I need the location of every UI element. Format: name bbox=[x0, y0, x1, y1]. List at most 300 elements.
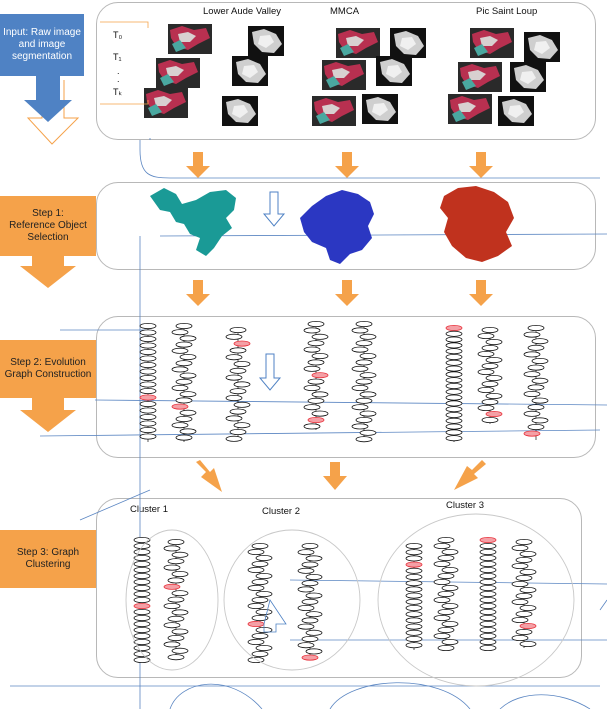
graph-node bbox=[230, 348, 246, 353]
graph-node bbox=[134, 621, 150, 626]
graph-node bbox=[442, 639, 458, 644]
graph-node bbox=[360, 334, 376, 339]
graph-node-highlight bbox=[308, 417, 324, 422]
graph-node-highlight bbox=[248, 621, 264, 626]
graph-node-highlight bbox=[406, 562, 422, 567]
site-label-mmca: MMCA bbox=[330, 6, 360, 17]
graph-node bbox=[442, 603, 458, 608]
input-label-line1: Input: Raw image bbox=[3, 27, 81, 38]
cluster-label-3: Cluster 3 bbox=[446, 500, 485, 511]
graph-node bbox=[528, 325, 544, 330]
graph-node bbox=[180, 373, 196, 378]
graph-node bbox=[252, 651, 268, 656]
graph-node bbox=[180, 410, 196, 415]
graph-node bbox=[434, 543, 450, 548]
time-label-tk: Tₖ bbox=[113, 87, 123, 97]
graph-node bbox=[306, 630, 322, 635]
reference-object-blue bbox=[300, 190, 374, 264]
graph-node bbox=[360, 392, 376, 397]
graph-node bbox=[446, 395, 462, 400]
graph-node bbox=[512, 617, 528, 622]
graph-node bbox=[512, 599, 528, 604]
graph-node bbox=[482, 327, 498, 332]
graph-node bbox=[180, 336, 196, 341]
graph-node bbox=[532, 378, 548, 383]
graph-node bbox=[528, 424, 544, 429]
step2-line2: Graph Construction bbox=[4, 369, 92, 380]
graph-node bbox=[140, 362, 156, 367]
graph-node bbox=[446, 372, 462, 377]
graph-node bbox=[312, 392, 328, 397]
graph-node bbox=[482, 381, 498, 386]
graph-node-highlight bbox=[172, 404, 188, 409]
graph-node bbox=[446, 389, 462, 394]
graph-node bbox=[172, 385, 188, 390]
graph-node bbox=[442, 621, 458, 626]
graph-node bbox=[134, 579, 150, 584]
graph-node bbox=[528, 345, 544, 350]
graph-node bbox=[304, 385, 320, 390]
graph-node bbox=[360, 411, 376, 416]
graph-node bbox=[406, 550, 422, 555]
graph-node bbox=[406, 599, 422, 604]
graph-node-highlight bbox=[446, 325, 462, 330]
graph-node-highlight bbox=[134, 603, 150, 608]
graph-node bbox=[520, 605, 536, 610]
graph-node bbox=[442, 567, 458, 572]
graph-node bbox=[360, 353, 376, 358]
graph-node bbox=[434, 579, 450, 584]
graph-node bbox=[304, 328, 320, 333]
graph-node bbox=[168, 539, 184, 544]
graph-node bbox=[446, 430, 462, 435]
graph-node bbox=[352, 405, 368, 410]
graph-node bbox=[482, 363, 498, 368]
graph-node bbox=[528, 365, 544, 370]
time-label-t0: T₀ bbox=[113, 30, 123, 40]
graph-node bbox=[352, 328, 368, 333]
graph-node bbox=[356, 417, 372, 422]
graph-node bbox=[256, 555, 272, 560]
graph-node bbox=[134, 591, 150, 596]
input-blue-arrow bbox=[24, 76, 72, 122]
graph-node bbox=[176, 361, 192, 366]
graph-node bbox=[256, 591, 272, 596]
graph-node bbox=[406, 605, 422, 610]
graph-node bbox=[226, 355, 242, 360]
graph-node bbox=[306, 556, 322, 561]
graph-node bbox=[406, 543, 422, 548]
graph-node bbox=[140, 401, 156, 406]
site-label-pic-saint-loup: Pic Saint Loup bbox=[476, 6, 538, 17]
graph-node bbox=[298, 568, 314, 573]
graph-node bbox=[230, 327, 246, 332]
graph-node bbox=[532, 339, 548, 344]
graph-node bbox=[446, 331, 462, 336]
input-label-line3: segmentation bbox=[11, 51, 73, 62]
graph-node bbox=[140, 388, 156, 393]
graph-node bbox=[248, 603, 264, 608]
graph-node bbox=[434, 561, 450, 566]
graph-node bbox=[140, 408, 156, 413]
graph-node bbox=[134, 585, 150, 590]
graph-node bbox=[528, 405, 544, 410]
graph-node bbox=[516, 539, 532, 544]
graph-node bbox=[134, 627, 150, 632]
graph-node bbox=[134, 543, 150, 548]
graph-node bbox=[308, 341, 324, 346]
graph-node bbox=[524, 411, 540, 416]
graph-node bbox=[406, 581, 422, 586]
graph-node bbox=[164, 565, 180, 570]
graph-node bbox=[480, 609, 496, 614]
graph-node bbox=[134, 609, 150, 614]
graph-node bbox=[140, 414, 156, 419]
graph-node bbox=[168, 635, 184, 640]
graph-node bbox=[516, 629, 532, 634]
graph-node bbox=[134, 615, 150, 620]
graph-node bbox=[356, 321, 372, 326]
graph-node bbox=[406, 630, 422, 635]
graph-node bbox=[438, 645, 454, 650]
graph-node bbox=[298, 550, 314, 555]
graph-node bbox=[480, 585, 496, 590]
graph-node bbox=[480, 639, 496, 644]
time-label-dot2: . bbox=[117, 74, 120, 84]
graph-node bbox=[446, 354, 462, 359]
graph-node bbox=[312, 353, 328, 358]
graph-node bbox=[406, 587, 422, 592]
cluster2-outline bbox=[224, 530, 360, 670]
graph-node bbox=[226, 375, 242, 380]
graph-node bbox=[168, 597, 184, 602]
graph-node bbox=[302, 562, 318, 567]
graph-node bbox=[168, 616, 184, 621]
graph-node bbox=[164, 603, 180, 608]
graph-node bbox=[298, 605, 314, 610]
graph-node bbox=[356, 379, 372, 384]
graph-node bbox=[176, 342, 192, 347]
graph-node bbox=[252, 633, 268, 638]
graph-node bbox=[134, 633, 150, 638]
graph-node bbox=[516, 575, 532, 580]
graph-node bbox=[312, 334, 328, 339]
graph-node bbox=[256, 609, 272, 614]
graph-node-highlight bbox=[234, 341, 250, 346]
graph-node-highlight bbox=[524, 431, 540, 436]
graph-node bbox=[306, 612, 322, 617]
graph-node bbox=[140, 336, 156, 341]
graph-node bbox=[486, 393, 502, 398]
graph-node bbox=[134, 651, 150, 656]
graph-node bbox=[512, 563, 528, 568]
graph-node bbox=[446, 337, 462, 342]
graph-node bbox=[234, 402, 250, 407]
graph-node bbox=[406, 568, 422, 573]
graph-node bbox=[306, 574, 322, 579]
graph-node-highlight bbox=[140, 395, 156, 400]
graph-node bbox=[140, 349, 156, 354]
graph-node bbox=[304, 366, 320, 371]
graph-node bbox=[172, 648, 188, 653]
graph-node bbox=[360, 430, 376, 435]
graph-node bbox=[302, 636, 318, 641]
graph-node bbox=[512, 581, 528, 586]
graph-node bbox=[164, 642, 180, 647]
graph-node bbox=[252, 561, 268, 566]
graph-node bbox=[172, 423, 188, 428]
graph-node bbox=[360, 373, 376, 378]
graph-node bbox=[480, 567, 496, 572]
graph-node-highlight bbox=[486, 411, 502, 416]
graph-node bbox=[524, 332, 540, 337]
graph-node-highlight bbox=[164, 584, 180, 589]
graph-node-highlight bbox=[520, 623, 536, 628]
graph-node bbox=[528, 385, 544, 390]
step3-line2: Clustering bbox=[25, 559, 71, 570]
graph-node-highlight bbox=[312, 373, 328, 378]
graph-node bbox=[438, 537, 454, 542]
graph-node bbox=[480, 621, 496, 626]
graph-node bbox=[140, 330, 156, 335]
graph-node bbox=[308, 398, 324, 403]
graph-node bbox=[140, 434, 156, 439]
graph-node-highlight bbox=[480, 537, 496, 542]
graph-node bbox=[352, 347, 368, 352]
graph-node bbox=[256, 645, 272, 650]
graph-node bbox=[486, 339, 502, 344]
graph-node bbox=[480, 579, 496, 584]
graph-node bbox=[252, 579, 268, 584]
graph-node bbox=[442, 585, 458, 590]
graph-node bbox=[312, 411, 328, 416]
evolution-graphs bbox=[134, 321, 548, 662]
graph-node bbox=[524, 372, 540, 377]
graph-node bbox=[248, 639, 264, 644]
graph-node bbox=[134, 561, 150, 566]
graph-node bbox=[306, 649, 322, 654]
graph-node bbox=[140, 356, 156, 361]
graph-node bbox=[446, 378, 462, 383]
graph-node bbox=[172, 571, 188, 576]
graph-node bbox=[480, 615, 496, 620]
graph-node bbox=[480, 573, 496, 578]
site1-raw-images bbox=[144, 24, 212, 118]
graph-node bbox=[480, 597, 496, 602]
graph-node bbox=[446, 418, 462, 423]
graph-node bbox=[230, 389, 246, 394]
graph-node bbox=[248, 549, 264, 554]
graph-node bbox=[406, 636, 422, 641]
graph-node bbox=[438, 555, 454, 560]
graph-node bbox=[524, 391, 540, 396]
graph-node bbox=[140, 369, 156, 374]
graph-node bbox=[406, 643, 422, 648]
graph-node bbox=[480, 633, 496, 638]
graph-node bbox=[406, 618, 422, 623]
graph-node bbox=[140, 382, 156, 387]
graph-node bbox=[446, 407, 462, 412]
graph-node bbox=[486, 357, 502, 362]
graph-node bbox=[434, 615, 450, 620]
graph-node bbox=[478, 369, 494, 374]
graph-node bbox=[230, 429, 246, 434]
step2-down-arrow bbox=[20, 398, 76, 432]
graph-node bbox=[356, 398, 372, 403]
graph-node bbox=[308, 360, 324, 365]
graph-node bbox=[406, 624, 422, 629]
graph-node bbox=[168, 559, 184, 564]
graph-node bbox=[480, 591, 496, 596]
step1-line2: Reference Object bbox=[9, 220, 87, 231]
graph-node bbox=[248, 585, 264, 590]
graph-node bbox=[446, 343, 462, 348]
graph-node bbox=[230, 409, 246, 414]
graph-node bbox=[134, 567, 150, 572]
graph-node bbox=[306, 593, 322, 598]
graph-node bbox=[446, 349, 462, 354]
graph-node bbox=[172, 367, 188, 372]
graph-node bbox=[478, 405, 494, 410]
graph-node bbox=[512, 635, 528, 640]
graph-node bbox=[352, 385, 368, 390]
graph-node bbox=[234, 423, 250, 428]
graph-node bbox=[512, 545, 528, 550]
graph-node bbox=[446, 412, 462, 417]
graph-node bbox=[480, 561, 496, 566]
graph-node bbox=[520, 641, 536, 646]
graph-node bbox=[304, 347, 320, 352]
step3-line1: Step 3: Graph bbox=[16, 547, 80, 558]
step2-hollow-arrow bbox=[260, 354, 280, 390]
graph-node bbox=[302, 581, 318, 586]
graph-node bbox=[356, 360, 372, 365]
graph-node bbox=[532, 358, 548, 363]
graph-node bbox=[478, 351, 494, 356]
graph-node bbox=[298, 643, 314, 648]
graph-node bbox=[308, 379, 324, 384]
graph-node bbox=[176, 323, 192, 328]
input-label-line2: and image bbox=[18, 39, 66, 50]
graph-node bbox=[520, 587, 536, 592]
graph-node bbox=[352, 366, 368, 371]
time-label-t1: T₁ bbox=[113, 52, 122, 62]
graph-node bbox=[446, 383, 462, 388]
graph-node bbox=[446, 366, 462, 371]
graph-node bbox=[352, 424, 368, 429]
graph-node bbox=[516, 593, 532, 598]
graph-node bbox=[180, 429, 196, 434]
graph-node bbox=[176, 379, 192, 384]
graph-node bbox=[304, 405, 320, 410]
graph-node bbox=[256, 573, 272, 578]
graph-node bbox=[134, 597, 150, 602]
step1-hollow-arrow bbox=[264, 192, 284, 226]
graph-node bbox=[134, 645, 150, 650]
graph-node bbox=[438, 591, 454, 596]
graph-node bbox=[524, 352, 540, 357]
reference-object-teal bbox=[150, 188, 236, 256]
cluster-label-1: Cluster 1 bbox=[130, 504, 169, 515]
graph-node bbox=[482, 417, 498, 422]
graph-node bbox=[446, 436, 462, 441]
graph-node bbox=[140, 343, 156, 348]
graph-node bbox=[172, 552, 188, 557]
graph-node bbox=[226, 436, 242, 441]
graph-node bbox=[480, 645, 496, 650]
reference-object-red bbox=[440, 186, 514, 262]
graph-node bbox=[176, 398, 192, 403]
graph-node bbox=[308, 321, 324, 326]
step1-down-arrow bbox=[20, 254, 76, 288]
graph-node bbox=[446, 401, 462, 406]
graph-node bbox=[172, 591, 188, 596]
graph-node bbox=[438, 609, 454, 614]
graph-node bbox=[226, 395, 242, 400]
graph-node bbox=[134, 549, 150, 554]
graph-node bbox=[140, 421, 156, 426]
graph-node-highlight bbox=[302, 655, 318, 660]
graph-node bbox=[532, 418, 548, 423]
graph-node bbox=[304, 424, 320, 429]
graph-node bbox=[298, 624, 314, 629]
cluster-label-2: Cluster 2 bbox=[262, 506, 301, 517]
graph-node bbox=[134, 573, 150, 578]
graph-node bbox=[164, 623, 180, 628]
graph-node bbox=[226, 334, 242, 339]
graph-node bbox=[406, 574, 422, 579]
graph-node bbox=[302, 543, 318, 548]
graph-node bbox=[176, 435, 192, 440]
graph-node bbox=[434, 633, 450, 638]
site-label-lower-aude-valley: Lower Aude Valley bbox=[203, 6, 281, 17]
graph-node bbox=[164, 546, 180, 551]
graph-node bbox=[356, 437, 372, 442]
graph-node bbox=[172, 330, 188, 335]
graph-node bbox=[252, 543, 268, 548]
graph-node bbox=[446, 424, 462, 429]
graph-node bbox=[406, 556, 422, 561]
graph-node bbox=[434, 597, 450, 602]
graph-node bbox=[520, 569, 536, 574]
graph-node bbox=[356, 341, 372, 346]
graph-node bbox=[226, 416, 242, 421]
graph-node bbox=[442, 549, 458, 554]
graph-node bbox=[172, 610, 188, 615]
graph-node bbox=[230, 368, 246, 373]
graph-node bbox=[446, 360, 462, 365]
graph-node bbox=[520, 551, 536, 556]
graph-node bbox=[302, 599, 318, 604]
graph-node bbox=[172, 348, 188, 353]
step1-line3: Selection bbox=[27, 232, 69, 243]
graph-node bbox=[438, 627, 454, 632]
graph-node bbox=[140, 375, 156, 380]
graph-node bbox=[140, 427, 156, 432]
graph-node bbox=[234, 382, 250, 387]
graph-node bbox=[480, 603, 496, 608]
graph-node bbox=[298, 587, 314, 592]
graph-node bbox=[168, 655, 184, 660]
graph-node bbox=[480, 549, 496, 554]
graph-node bbox=[516, 611, 532, 616]
graph-node bbox=[302, 618, 318, 623]
graph-node bbox=[168, 578, 184, 583]
graph-node bbox=[478, 387, 494, 392]
graph-node bbox=[176, 416, 192, 421]
graph-node bbox=[180, 354, 196, 359]
graph-node bbox=[478, 333, 494, 338]
